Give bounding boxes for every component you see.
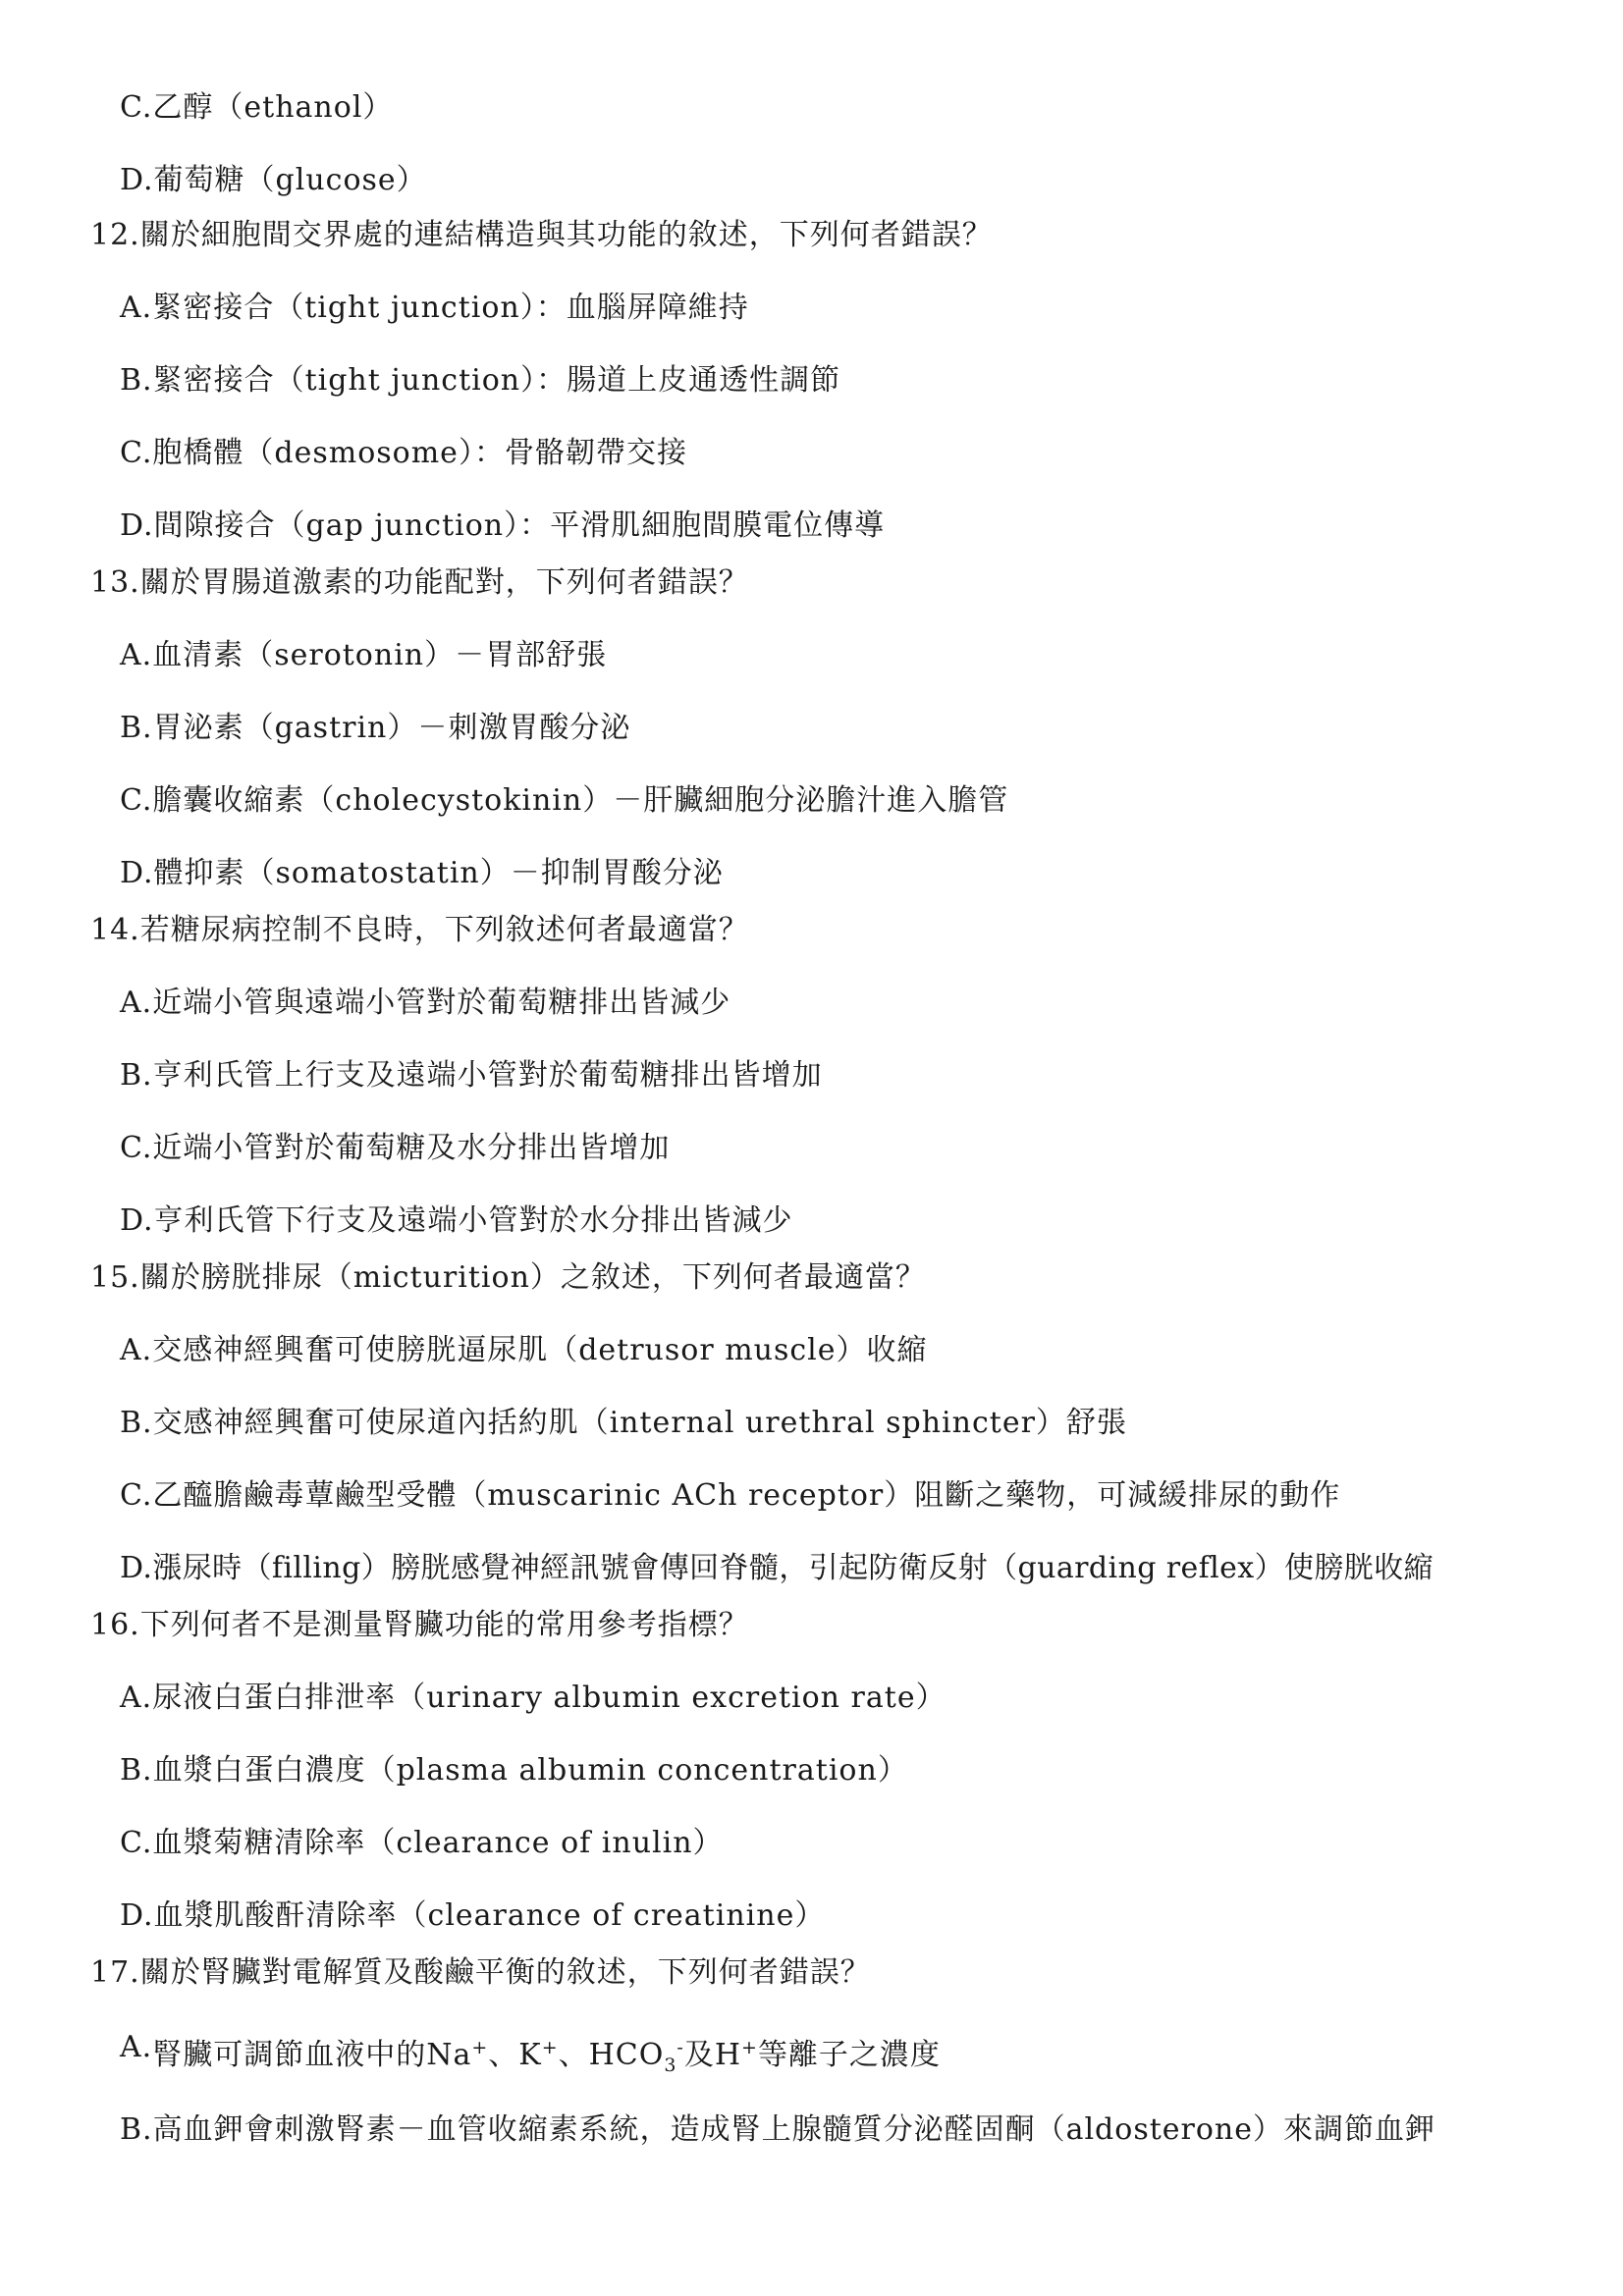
q11-option-c: C.乙醇（ethanol） xyxy=(120,90,394,125)
q13-option-b: B.胃泌素（gastrin）－刺激胃酸分泌 xyxy=(120,711,631,745)
q14-option-b: B.亨利氏管上行支及遠端小管對於葡萄糖排出皆增加 xyxy=(120,1058,823,1093)
question-16: 16.下列何者不是測量腎臟功能的常用參考指標？ xyxy=(90,1608,749,1642)
q13-option-c: C.膽囊收縮素（cholecystokinin）－肝臟細胞分泌膽汁進入膽管 xyxy=(120,783,1009,818)
q14-option-a: A.近端小管與遠端小管對於葡萄糖排出皆減少 xyxy=(120,986,731,1020)
question-14: 14.若糖尿病控制不良時，下列敘述何者最適當？ xyxy=(90,913,749,947)
q16-option-d: D.血漿肌酸酐清除率（clearance of creatinine） xyxy=(120,1898,826,1933)
q13-option-a: A.血清素（serotonin）－胃部舒張 xyxy=(120,638,608,672)
q16-option-a: A.尿液白蛋白排泄率（urinary albumin excretion rate） xyxy=(120,1681,947,1715)
q15-option-a: A.交感神經興奮可使膀胱逼尿肌（detrusor muscle）收縮 xyxy=(120,1333,928,1367)
option-text-part: 、K xyxy=(488,2038,542,2072)
option-text-part: 、HCO xyxy=(558,2038,665,2072)
q13-option-d: D.體抑素（somatostatin）－抑制胃酸分泌 xyxy=(120,856,724,890)
q17-option-b: B.高血鉀會刺激腎素－血管收縮素系統，造成腎上腺髓質分泌醛固酮（aldosterone）來調節血鉀 xyxy=(120,2112,1436,2147)
question-13: 13.關於胃腸道激素的功能配對，下列何者錯誤？ xyxy=(90,565,749,600)
question-17: 17.關於腎臟對電解質及酸鹼平衡的敘述，下列何者錯誤？ xyxy=(90,1955,871,1990)
q14-option-c: C.近端小管對於葡萄糖及水分排出皆增加 xyxy=(120,1131,671,1165)
option-letter: A. xyxy=(120,2030,153,2064)
q12-option-d: D.間隙接合（gap junction）：平滑肌細胞間膜電位傳導 xyxy=(120,508,886,543)
q15-option-b: B.交感神經興奮可使尿道內括約肌（internal urethral sphincter）舒張 xyxy=(120,1406,1127,1440)
option-text-part: 腎臟可調節血液中的Na xyxy=(152,2038,472,2072)
q14-option-d: D.亨利氏管下行支及遠端小管對於水分排出皆減少 xyxy=(120,1203,793,1238)
q12-option-a: A.緊密接合（tight junction）：血腦屏障維持 xyxy=(120,291,749,325)
q16-option-b: B.血漿白蛋白濃度（plasma albumin concentration） xyxy=(120,1753,908,1788)
option-text-part: 等離子之濃度 xyxy=(757,2038,941,2072)
q11-option-d: D.葡萄糖（glucose） xyxy=(120,163,427,197)
superscript: - xyxy=(676,2037,684,2058)
q15-option-d: D.漲尿時（filling）膀胱感覺神經訊號會傳回脊髓，引起防衛反射（guarding reflex）使膀胱收縮 xyxy=(120,1551,1434,1585)
subscript: 3 xyxy=(664,2055,677,2076)
superscript: + xyxy=(741,2037,758,2058)
option-text-part: 及H xyxy=(683,2038,742,2072)
superscript: + xyxy=(471,2037,489,2058)
q15-option-c: C.乙醯膽鹼毒蕈鹼型受體（muscarinic ACh receptor）阻斷之藥物，可減緩排尿的動作 xyxy=(120,1478,1341,1513)
question-12: 12.關於細胞間交界處的連結構造與其功能的敘述，下列何者錯誤？ xyxy=(90,218,993,252)
q12-option-c: C.胞橋體（desmosome）：骨骼韌帶交接 xyxy=(120,436,687,470)
q12-option-b: B.緊密接合（tight junction）：腸道上皮通透性調節 xyxy=(120,363,841,398)
question-15: 15.關於膀胱排尿（micturition）之敘述，下列何者最適當？ xyxy=(90,1260,926,1295)
superscript: + xyxy=(541,2037,559,2058)
q17-option-a xyxy=(120,2030,941,2076)
q16-option-c: C.血漿菊糖清除率（clearance of inulin） xyxy=(120,1826,724,1860)
